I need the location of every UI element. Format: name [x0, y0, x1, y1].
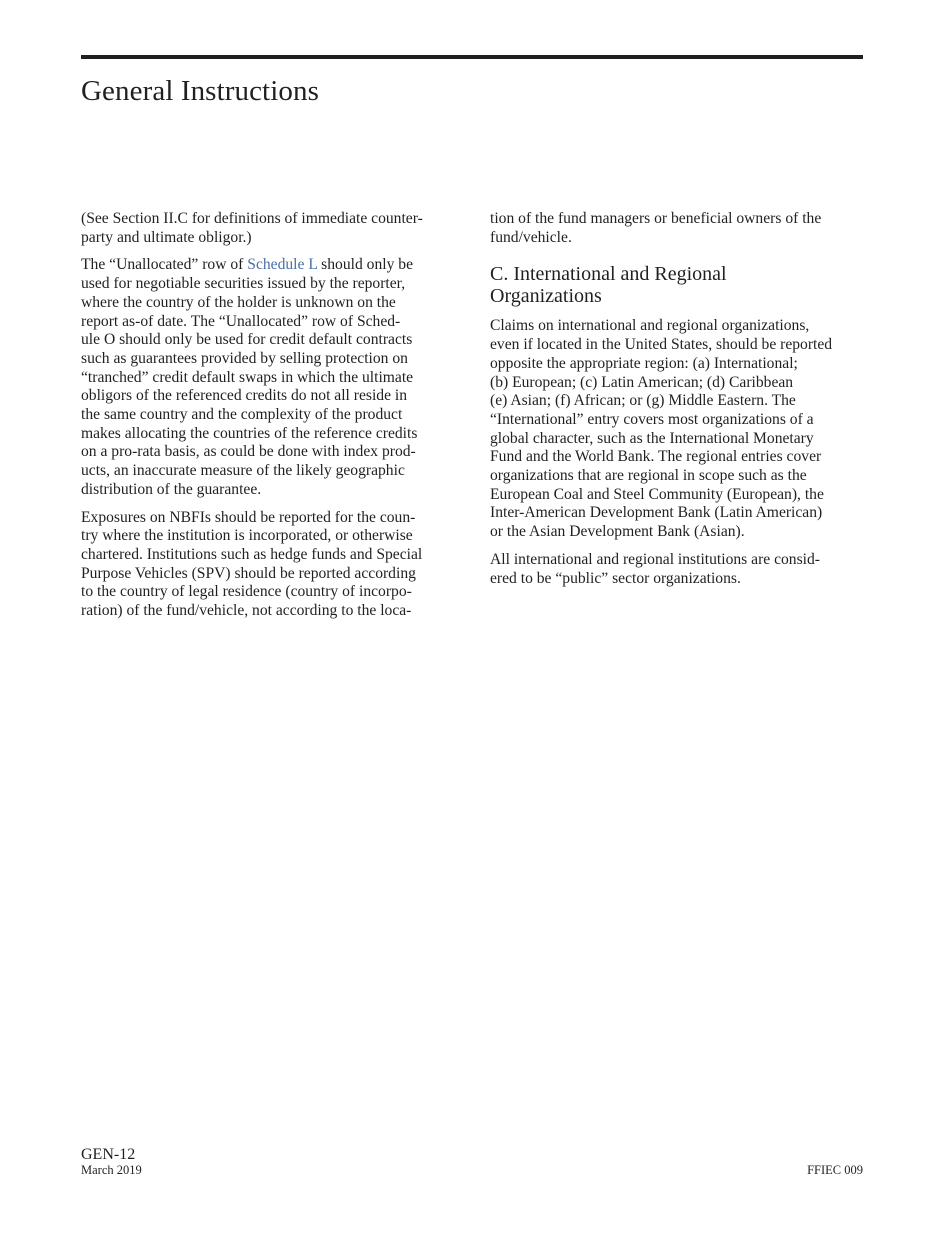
text-line: makes allocating the countries of the reference credits — [81, 424, 418, 442]
text-line: ered to be “public” sector organizations. — [490, 569, 741, 587]
text-line: Exposures on NBFIs should be reported for the coun- — [81, 508, 416, 526]
text-line: even if located in the United States, should be reported — [490, 336, 833, 354]
header-rule — [81, 55, 863, 59]
page-title: General Instructions — [81, 75, 319, 107]
text-fragment: should only be — [317, 256, 414, 274]
text-line: report as-of date. The “Unallocated” row of Sched- — [81, 312, 401, 330]
heading-line: Organizations — [490, 285, 602, 308]
text-line: try where the institution is incorporated, or otherwise — [81, 527, 413, 545]
text-line: (See Section II.C for definitions of immediate counter- — [81, 210, 423, 227]
paragraph-unallocated-row — [81, 256, 453, 499]
text-line: European Coal and Steel Community (European), the — [490, 485, 824, 503]
text-line: where the country of the holder is unknown on the — [81, 293, 396, 311]
paragraph-nbfi-exposures — [81, 509, 453, 621]
text-line: tion of the fund managers or beneficial owners of the — [490, 210, 822, 227]
text-line: or the Asian Development Bank (Asian). — [490, 523, 745, 541]
text-line: opposite the appropriate region: (a) International; — [490, 354, 798, 372]
text-line: “International” entry covers most organizations of a — [490, 410, 814, 428]
text-line: party and ultimate obligor.) — [81, 228, 252, 246]
text-line: fund/vehicle. — [490, 228, 572, 246]
text-line: ule O should only be used for credit default contracts — [81, 331, 413, 349]
text-line: Inter-American Development Bank (Latin American) — [490, 504, 823, 522]
text-line: ration) of the fund/vehicle, not according to the loca- — [81, 602, 412, 620]
text-line: organizations that are regional in scope such as the — [490, 467, 807, 485]
paragraph-continuation — [490, 210, 862, 247]
text-line: ucts, an inaccurate measure of the likely geographic — [81, 462, 405, 480]
schedule-l-link[interactable]: Schedule L — [247, 256, 318, 274]
text-line: chartered. Institutions such as hedge funds and Special — [81, 545, 423, 563]
right-column — [490, 210, 862, 597]
text-line: such as guarantees provided by selling protection on — [81, 349, 408, 367]
footer-left — [81, 1146, 142, 1177]
text-line: distribution of the guarantee. — [81, 480, 262, 498]
page-number: GEN-12 — [81, 1146, 136, 1163]
text-line: used for negotiable securities issued by the reporter, — [81, 275, 406, 293]
text-line: Purpose Vehicles (SPV) should be reported according — [81, 564, 416, 582]
text-line: (e) Asian; (f) African; or (g) Middle Eastern. The — [490, 392, 796, 410]
text-line: obligors of the referenced credits do not all reside in — [81, 387, 408, 405]
paragraph-international-claims — [490, 317, 862, 541]
text-line: “tranched” credit default swaps in which the ultimate — [81, 368, 414, 386]
text-line: (b) European; (c) Latin American; (d) Caribbean — [490, 373, 794, 391]
paragraph-see-section — [81, 210, 453, 247]
text-line: Fund and the World Bank. The regional entries cover — [490, 448, 822, 466]
left-column — [81, 210, 453, 630]
paragraph-public-sector — [490, 551, 862, 588]
text-line: global character, such as the International Monetary — [490, 429, 814, 447]
revision-date: March 2019 — [81, 1163, 142, 1177]
heading-line: C. International and Regional — [490, 263, 727, 286]
text-line: Claims on international and regional organizations, — [490, 317, 810, 335]
text-line: the same country and the complexity of the product — [81, 406, 403, 424]
text-line — [81, 256, 453, 275]
form-identifier: FFIEC 009 — [807, 1163, 863, 1177]
text-line: to the country of legal residence (country of incorpo- — [81, 583, 412, 601]
text-line: on a pro-rata basis, as could be done with index prod- — [81, 443, 416, 461]
text-fragment: The “Unallocated” row of — [81, 256, 248, 274]
text-line: All international and regional institutions are consid- — [490, 550, 820, 568]
section-heading-international-organizations — [490, 263, 862, 307]
